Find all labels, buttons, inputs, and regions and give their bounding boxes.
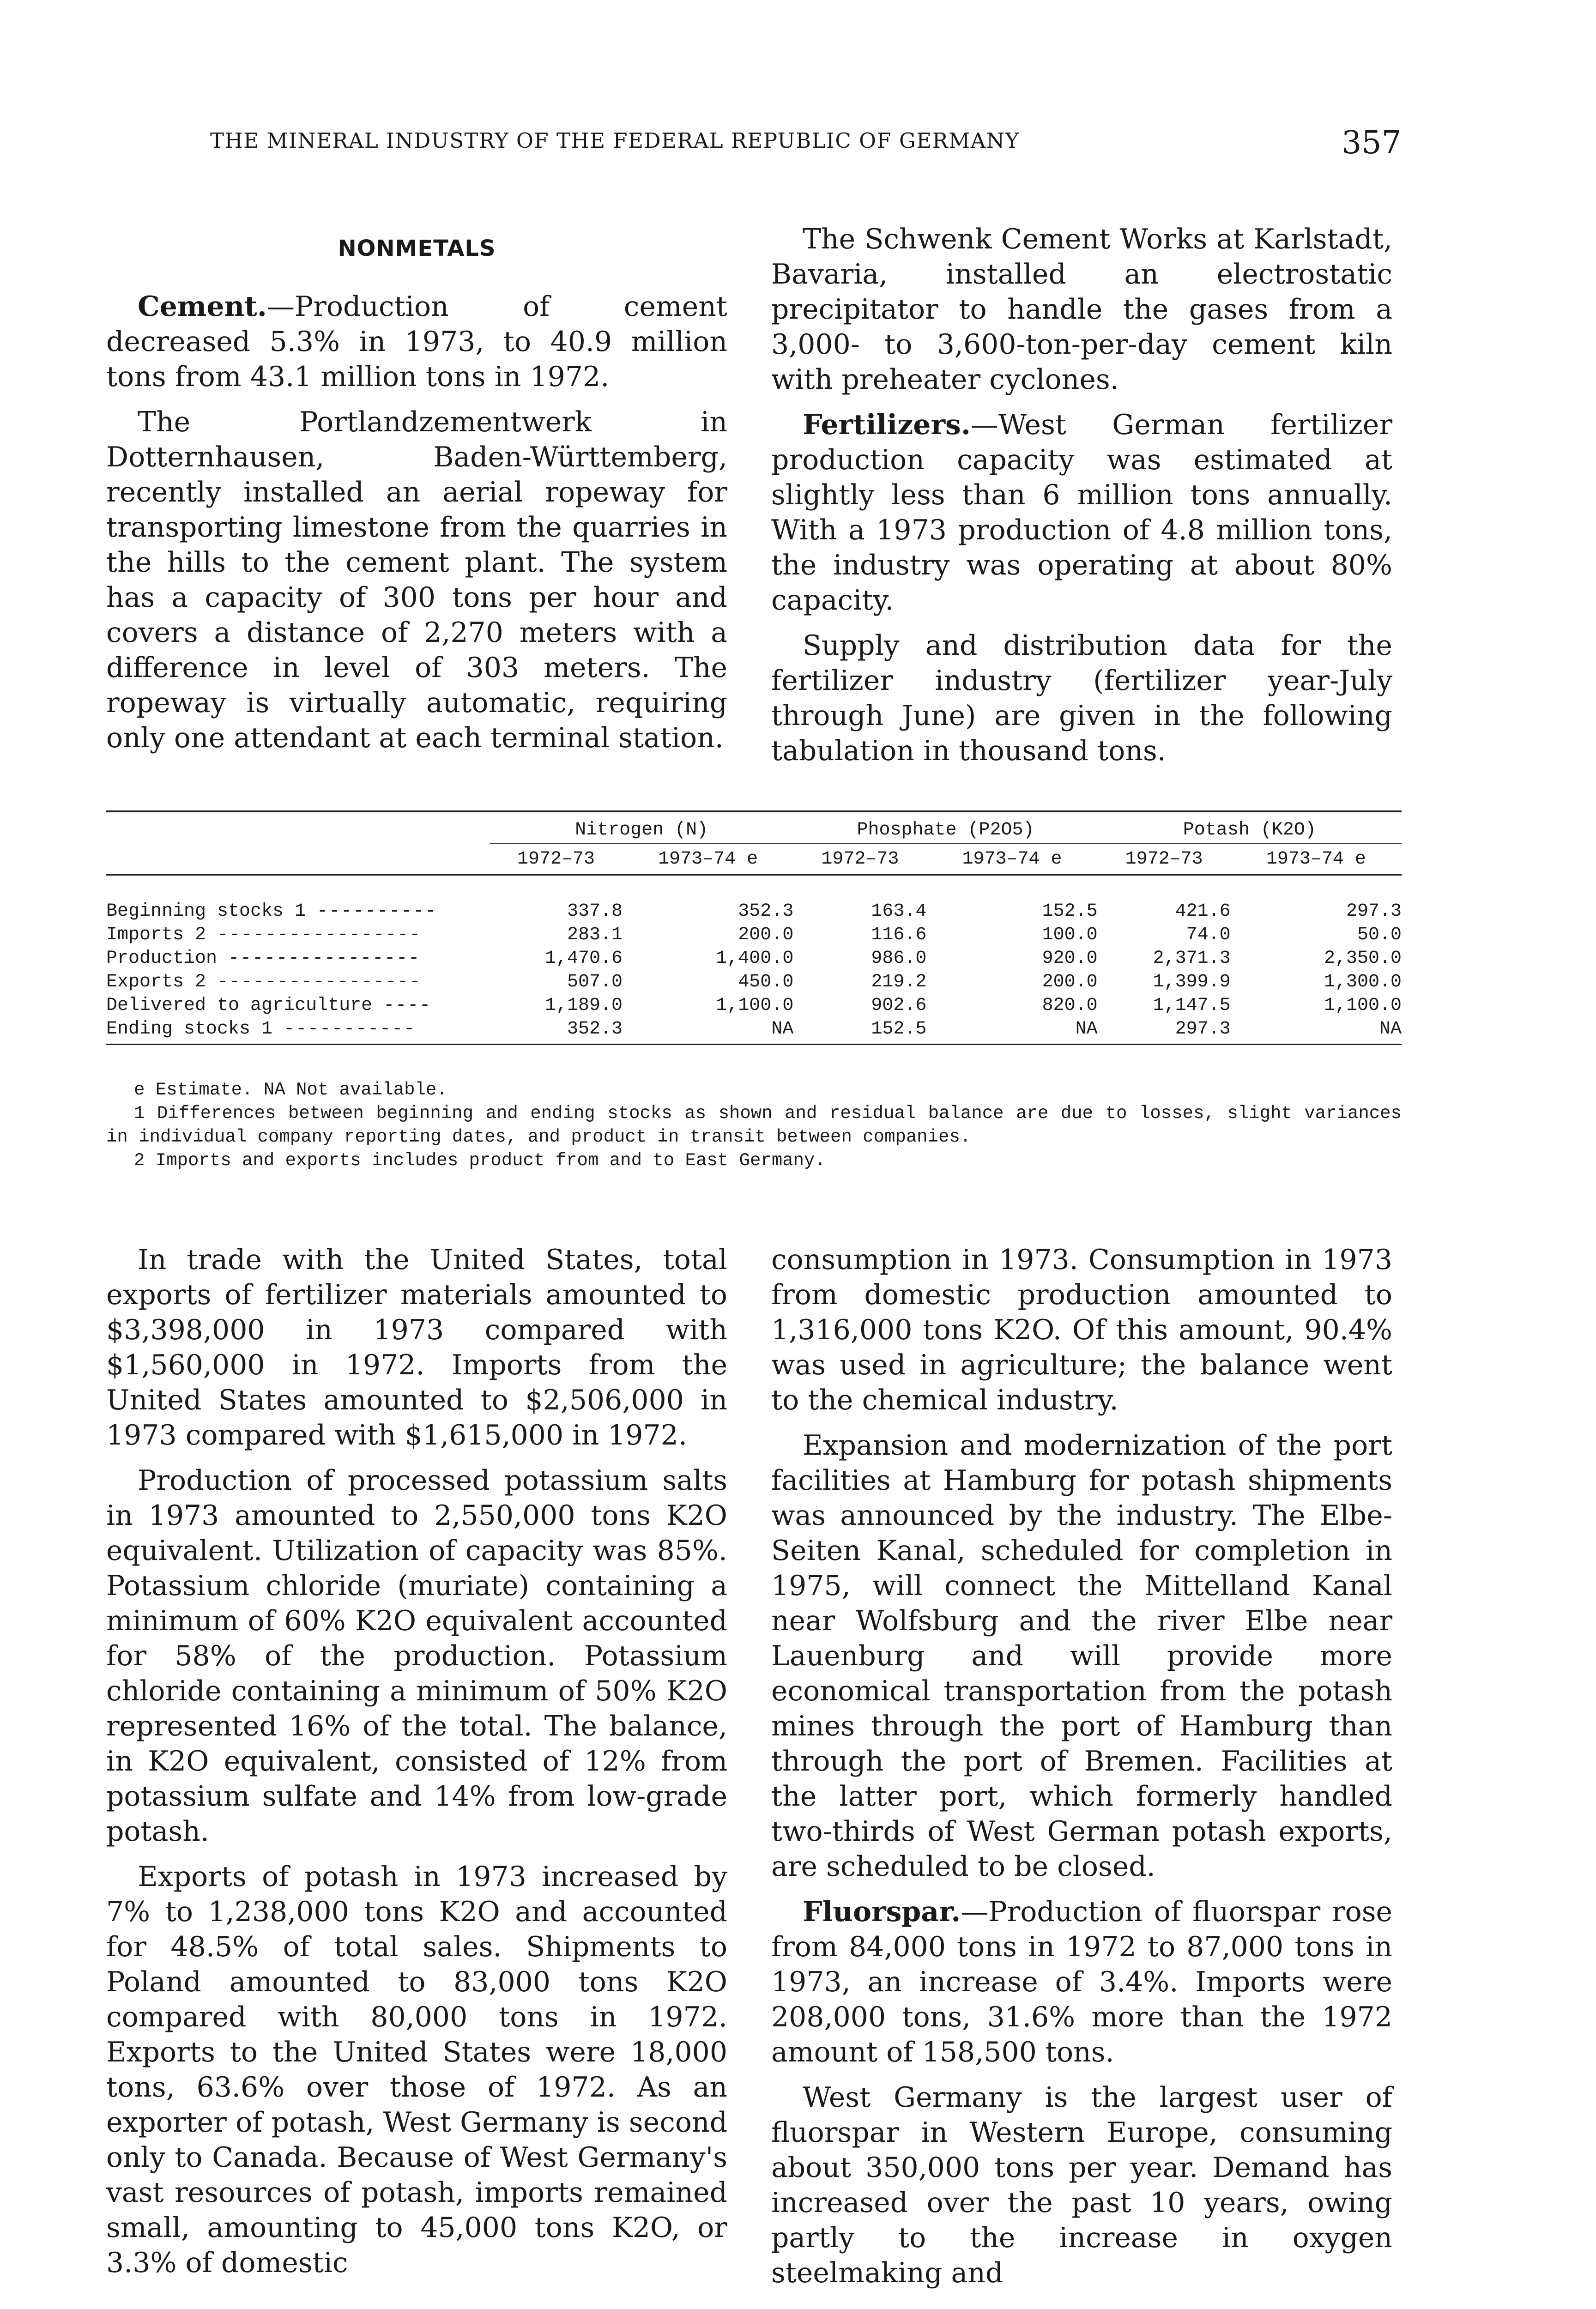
leader-dots: ----------------	[228, 948, 421, 969]
table-cell: 1,100.0	[716, 995, 794, 1016]
table-cell: 1,470.6	[544, 948, 623, 969]
group-header-nitrogen: Nitrogen (N)	[490, 811, 793, 844]
year-header: 1973–74 e	[962, 849, 1062, 870]
year-header: 1972–73	[1125, 849, 1203, 870]
column-2	[771, 222, 1392, 768]
fertilizers-text: —West German fertilizer production capacity was estimated at slightly less than 6 million tons annually. With a 1973 production of 4.8 million tons, the industry was operating at about 80% capacity.	[771, 409, 1392, 617]
table-cell: 352.3	[490, 1017, 623, 1045]
table-cell: 200.0	[1042, 972, 1098, 992]
table-stub-header	[106, 811, 490, 844]
table-cell: 74.0	[1186, 925, 1231, 945]
leader-dots: -----------------	[217, 972, 422, 992]
running-head: THE MINERAL INDUSTRY OF THE FEDERAL REPUBLIC OF GERMANY	[210, 128, 1020, 153]
table-group-header-row	[106, 811, 1402, 844]
trade-paragraph: In trade with the United States, total exports of fertilizer materials amounted to $3,398,000 in 1973 compared with $1,560,000 in 1972. Imports from the United States amounted to $2,506,000 in 1973 compared with $1,615,000 in 1972.	[106, 1244, 727, 1451]
fertilizer-table	[106, 810, 1402, 1045]
table-cell: 450.0	[738, 972, 794, 992]
table-cell: 1,400.0	[716, 948, 794, 969]
table-row	[106, 900, 1402, 923]
footnote-1: 1 Differences between beginning and ending stocks as shown and residual balance are due to losses, slight variances in individual company reporting dates, and product in transit between companies.	[106, 1103, 1402, 1147]
row-label-text: Ending stocks 1	[106, 1019, 273, 1040]
footnote-2: 2 Imports and exports includes product from and to East Germany.	[134, 1150, 826, 1171]
table-row	[106, 994, 1402, 1017]
table-footnotes	[106, 1078, 1402, 1173]
row-label-text: Production	[106, 948, 218, 969]
table-cell: 820.0	[1042, 995, 1098, 1016]
table-row	[106, 947, 1402, 970]
table-cell: 219.2	[871, 972, 927, 992]
table-cell: 50.0	[1357, 925, 1402, 945]
table-cell: 902.6	[871, 995, 927, 1016]
year-header: 1973–74 e	[658, 849, 758, 870]
schwenk-paragraph: The Schwenk Cement Works at Karlstadt, Bavaria, installed an electrostatic precipitator to handle the gases from a 3,000- to 3,600-ton-per-day cement kiln with preheater cyclones.	[771, 223, 1392, 396]
potassium-salts-paragraph: Production of processed potassium salts in 1973 amounted to 2,550,000 tons K2O equivalent. Utilization of capacity was 85%. Potassium chloride (muriate) containing a minimum of 60% K2O equivalent accounted for 58% of the production. Potassium chloride containing a minimum of 50% K2O represented 16% of the total. The balance, in K2O equivalent, consisted of 12% from potassium sulfate and 14% from low-grade potash.	[106, 1464, 727, 1848]
fertilizers-run-in-heading: Fertilizers.	[803, 409, 971, 441]
fluorspar-run-in-heading: Fluorspar.	[803, 1896, 961, 1928]
cement-text: —Production of cement decreased 5.3% in 1973, to 40.9 million tons from 43.1 million tons in 1972.	[106, 290, 727, 393]
fertilizers-paragraph	[771, 407, 1392, 618]
table-row	[106, 1017, 1402, 1045]
table-cell: 1,189.0	[544, 995, 623, 1016]
leader-dots: ----	[383, 995, 432, 1016]
group-header-phosphate: Phosphate (P2O5)	[793, 811, 1097, 844]
table-row	[106, 970, 1402, 994]
table-cell: 352.3	[738, 901, 794, 922]
table-cell: 152.5	[1042, 901, 1098, 922]
year-header: 1972–73	[517, 849, 595, 870]
potash-exports-paragraph: Exports of potash in 1973 increased by 7% to 1,238,000 tons K2O and accounted for 48.5% of total sales. Shipments to Poland amounted to 83,000 tons K2O compared with 80,000 tons in 1972. Exports to the United States were 18,000 tons, 63.6% over those of 1972. As an exporter of potash, West Germany is second only to Canada. Because of West Germany's vast resources of potash, imports remained small, amounting to 45,000 tons K2O, or 3.3% of domestic	[106, 1861, 727, 2279]
table-row	[106, 923, 1402, 947]
portlandzementwerk-paragraph: The Portlandzementwerk in Dotternhausen, Baden-Württemberg, recently installed an aerial ropeway for transporting limestone from the quarries in the hills to the cement plant. The system has a capacity of 300 tons per hour and covers a distance of 2,270 meters with a difference in level of 303 meters. The ropeway is virtually automatic, requiring only one attendant at each terminal station.	[106, 406, 727, 754]
table-cell: 152.5	[793, 1017, 926, 1045]
fluorspar-demand-paragraph: West Germany is the largest user of fluorspar in Western Europe, consuming about 350,000 tons per year. Demand has increased over the past 10 years, owing partly to the increase in oxygen steelmaking and	[771, 2081, 1392, 2289]
table-cell: 2,350.0	[1324, 948, 1402, 969]
group-header-potash: Potash (K2O)	[1098, 811, 1402, 844]
table-cell: NA	[1231, 1017, 1402, 1045]
consumption-paragraph: consumption in 1973. Consumption in 1973 from domestic production amounted to 1,316,000 tons K2O. Of this amount, 90.4% was used in agriculture; the balance went to the chemical industry.	[771, 1244, 1392, 1416]
fluorspar-text: —Production of fluorspar rose from 84,000 tons in 1972 to 87,000 tons in 1973, an increase of 3.4%. Imports were 208,000 tons, 31.6% more than the 1972 amount of 158,500 tons.	[771, 1896, 1392, 2068]
hamburg-port-paragraph: Expansion and modernization of the port facilities at Hamburg for potash shipments was announced by the industry. The Elbe-Seiten Kanal, scheduled for completion in 1975, will connect the Mittelland Kanal near Wolfsburg and the river Elbe near Lauenburg and will provide more economical transportation from the potash mines through the port of Hamburg than through the port of Bremen. Facilities at the latter port, which formerly handled two-thirds of West German potash exports, are scheduled to be closed.	[771, 1429, 1392, 1883]
table-cell: NA	[623, 1017, 793, 1045]
section-heading: NONMETALS	[338, 236, 496, 261]
table-cell: 1,300.0	[1324, 972, 1402, 992]
table-cell: 116.6	[871, 925, 927, 945]
table-cell: 1,100.0	[1324, 995, 1402, 1016]
page-number: 357	[1342, 125, 1402, 161]
table-cell: 1,399.9	[1153, 972, 1231, 992]
table-cell: 100.0	[1042, 925, 1098, 945]
row-label	[106, 947, 490, 970]
row-label-text: Delivered to agriculture	[106, 995, 373, 1016]
table-cell: 507.0	[567, 972, 623, 992]
supply-paragraph: Supply and distribution data for the fertilizer industry (fertilizer year-July through June) are given in the following tabulation in thousand tons.	[771, 629, 1392, 767]
table-cell: NA	[926, 1017, 1097, 1045]
table-cell: 200.0	[738, 925, 794, 945]
year-header: 1973–74 e	[1266, 849, 1366, 870]
row-label-text: Beginning stocks 1	[106, 901, 306, 922]
table-cell: 163.4	[871, 901, 927, 922]
row-label	[106, 970, 490, 994]
fluorspar-paragraph	[771, 1894, 1392, 2070]
table-cell: 297.3	[1346, 901, 1402, 922]
leader-dots: -----------------	[217, 925, 422, 945]
table-cell: 986.0	[871, 948, 927, 969]
leader-dots: -----------	[284, 1019, 416, 1040]
table-cell: 283.1	[567, 925, 623, 945]
row-label	[106, 994, 490, 1017]
table-cell: 337.8	[567, 901, 623, 922]
row-label	[106, 923, 490, 947]
column-3	[106, 1242, 727, 2280]
row-label-text: Imports 2	[106, 925, 206, 945]
table-cell: 421.6	[1175, 901, 1231, 922]
row-label	[106, 1017, 490, 1045]
table-cell: 1,147.5	[1153, 995, 1231, 1016]
year-header: 1972–73	[821, 849, 899, 870]
column-4	[771, 1242, 1392, 2291]
row-label	[106, 900, 490, 923]
row-label-text: Exports 2	[106, 972, 206, 992]
leader-dots: ----------	[317, 901, 437, 922]
table-cell: 297.3	[1098, 1017, 1231, 1045]
cement-paragraph	[106, 289, 727, 394]
table-cell: 2,371.3	[1153, 948, 1231, 969]
estimate-note: e Estimate. NA Not available.	[134, 1080, 447, 1100]
column-1	[106, 231, 727, 756]
cement-run-in-heading: Cement.	[138, 290, 267, 323]
table-year-header-row	[106, 844, 1402, 875]
table-cell: 920.0	[1042, 948, 1098, 969]
